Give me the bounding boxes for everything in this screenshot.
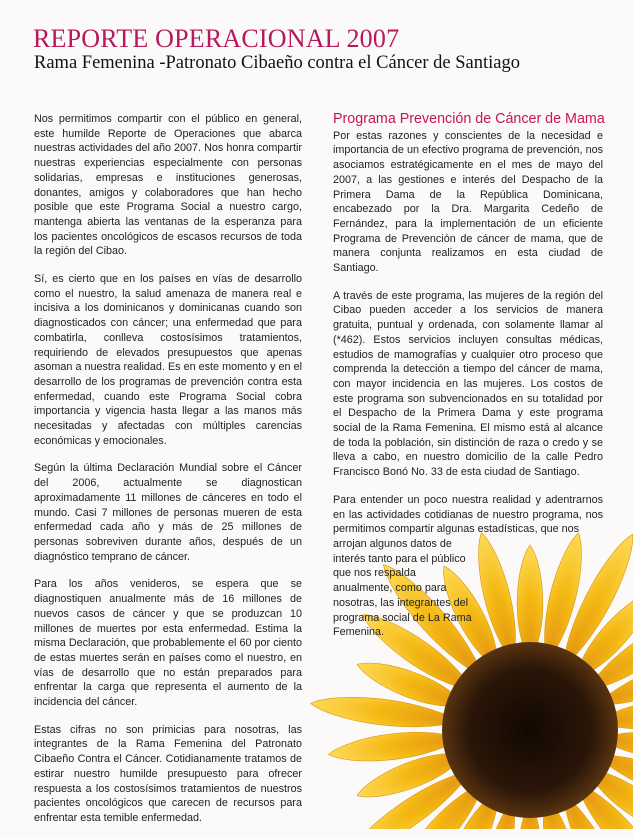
paragraph: A través de este programa, las mujeres de la región del Cibao pueden acceder a los servicios de manera gratuita, puntual y ordenada, con solamente llamar al (*462). Estos servicios incluyen consultas médicas, estudios de mamografías y cualquier otro proceso que comprenda la detección a tiempo del cáncer de mama, con mayor incidencia en las mujeres. Los costos de este programa son subvencionados en su totalidad por el Despacho de la Primera Dama y este programa social de la Rama Femenina. El mismo está al alcance de toda la población, sin distinción de raza o credo y se lleva a cabo, en nuestro domicilio de la calle Pedro Francisco Bonó No. 33 de esta ciudad de Santiago.: [333, 289, 603, 479]
paragraph: Según la última Declaración Mundial sobre el Cáncer del 2006, actualmente se diagnostican aproximadamente 11 millones de cánceres en todo el mundo. Casi 7 millones de personas mueren de esta enfermedad cada año y más de 25 millones de personas sobreviven durante años, después de un diagnóstico temprano de cáncer.: [34, 462, 302, 563]
paragraph: Estas cifras no son primicias para nosotras, las integrantes de la Rama Femenina del Patronato Cibaeño Contra el Cáncer. Cotidianamente tratamos de estirar nuestro humilde presupuesto para ofrecer respuesta a los costosísimos tratamientos de nuestros pacientes oncológicos que carecen de recursos para enfrentar esta temible enfermedad.: [34, 723, 302, 824]
paragraph: Para los años venideros, se espera que se diagnostiquen anualmente más de 16 millones de nuevos casos de cáncer y que se produzcan 10 millones de muertes por esta enfermedad. Estima la misma Declaración, que probablemente el 60 por ciento de estas muertes serán en países como el nuestro, en vías de desarrollo que no están preparados para enfrentar la carga que representa el aumento de la incidencia del cáncer.: [34, 578, 302, 709]
paragraph: Por estas razones y conscientes de la necesidad e importancia de un efectivo programa de prevención, nos asociamos estratégicamente en el mes de mayo del 2007, a las gestiones e interés del Despacho de la Primera Dama de la República Dominicana, encabezado por la Dra. Margarita Cedeño de Fernández, para la implementación de un eficiente Programa de Prevención de cáncer de mama, que de manera conjunta realizamos en esta ciudad de Santiago.: [333, 129, 603, 275]
paragraph: arrojan algunos datos de interés tanto para el público que nos respalda anualmente, como para nosotras, las integrantes del programa social de La Rama Femenina.: [333, 537, 472, 639]
report-subtitle: Rama Femenina -Patronato Cibaeño contra el Cáncer de Santiago: [34, 53, 520, 73]
section-heading: Programa Prevención de Cáncer de Mama: [333, 111, 605, 127]
right-column: [333, 112, 603, 653]
report-title: REPORTE OPERACIONAL 2007: [33, 24, 400, 53]
left-column: [34, 112, 302, 839]
paragraph: Para entender un poco nuestra realidad y adentrarnos en las actividades cotidianas de nuestro programa, nos permitimos compartir algunas estadísticas, que nos: [333, 493, 603, 536]
paragraph: Nos permitimos compartir con el público en general, este humilde Reporte de Operaciones que abarca nuestras actividades del año 2007. Nos honra compartir nuestras experiencias especialmente con personas solidarias, empresas e instituciones generosas, donantes, amigos y colaboradores que han hecho posible que este Programa Social a nuestro cargo, mantenga abierta las ventanas de la esperanza para los pacientes oncológicos de escasos recursos de toda la región del Cibao.: [34, 113, 302, 258]
paragraph: Sí, es cierto que en los países en vías de desarrollo como el nuestro, la salud amenaza de manera real e incisiva a los dominicanos y dominicanas cuando son diagnosticados con cáncer; una enfermedad que para combatirla, conlleva costosísimos tratamientos, requiriendo de elevados presupuestos que apenas asoman a nuestra realidad. Es en este momento y en el desarrollo de los programas de prevención contra esta enfermedad, cuando este Programa Social cobra importancia y vigencia hasta llegar a las manos más necesitadas y afectadas con múltiples carencias económicas y emocionales.: [34, 273, 302, 447]
